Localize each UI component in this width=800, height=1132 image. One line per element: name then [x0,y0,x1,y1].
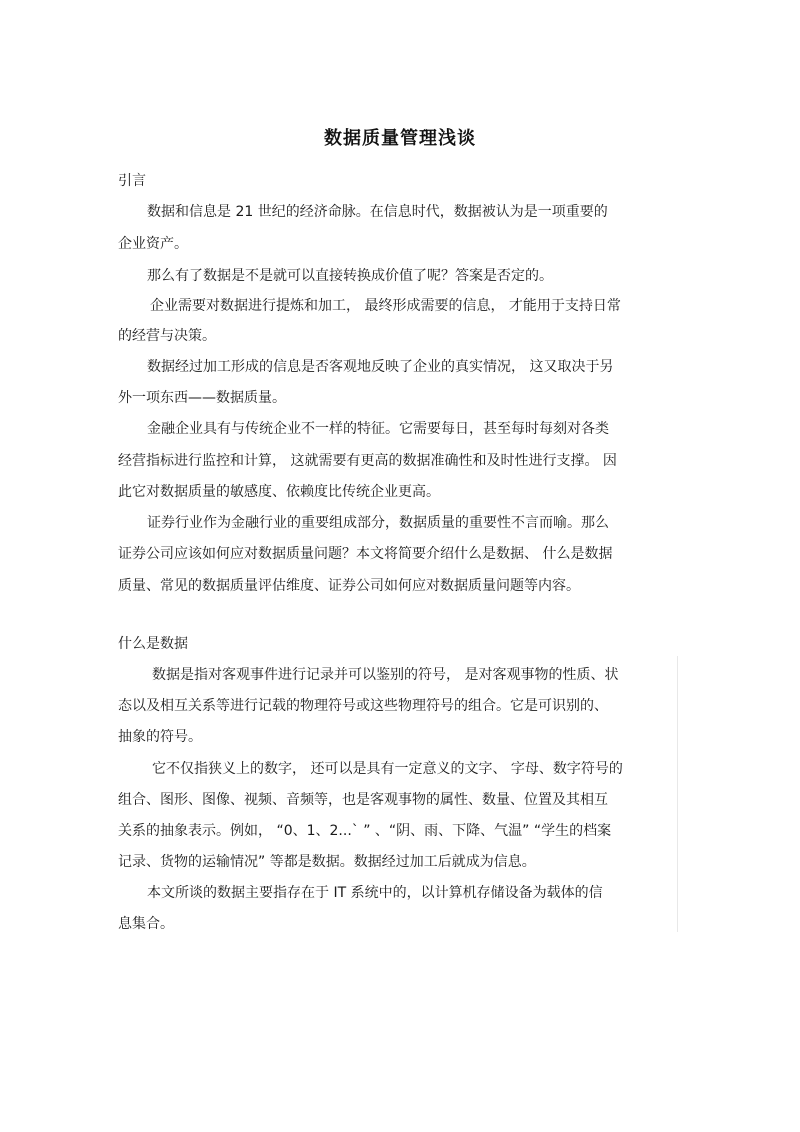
intro-line: 经营指标进行监控和计算， 这就需要有更高的数据准确性和及时性进行支撑。 因 [118,453,617,469]
intro-line: 外一项东西——数据质量。 [118,390,286,406]
section-line: 记录、货物的运输情况” 等都是数据。数据经过加工后就成为信息。 [118,854,536,870]
margin-rule [677,656,678,932]
intro-line: 数据和信息是 21 世纪的经济命脉。在信息时代，数据被认为是一项重要的 [147,204,608,220]
section-line: 抽象的符号。 [118,729,202,745]
section-line: 关系的抽象表示。例如， “0、1、2...` ” 、“阴、雨、下降、气温” “学生的档案 [118,823,612,839]
section-line: 它不仅指狭义上的数字， 还可以是具有一定意义的文字、 字母、数字符号的 [152,761,623,777]
section-line: 组合、图形、图像、视频、音频等，也是客观事物的属性、数量、位置及其相互 [118,792,608,808]
intro-line: 的经营与决策。 [118,328,216,344]
section-heading: 什么是数据 [118,636,188,652]
section-line: 息集合。 [118,916,174,932]
intro-line: 金融企业具有与传统企业不一样的特征。它需要每日，甚至每时每刻对各类 [147,421,609,437]
intro-heading: 引言 [118,173,146,189]
intro-line: 质量、常见的数据质量评估维度、证券公司如何应对数据质量问题等内容。 [118,578,580,594]
intro-line: 此它对数据质量的敏感度、依赖度比传统企业更高。 [118,484,440,500]
intro-line: 数据经过加工形成的信息是否客观地反映了企业的真实情况， 这又取决于另 [147,359,614,375]
section-line: 数据是指对客观事件进行记录并可以鉴别的符号， 是对客观事物的性质、状 [152,667,619,683]
intro-line: 证券行业作为金融行业的重要组成部分，数据质量的重要性不言而喻。那么 [147,515,609,531]
intro-line: 那么有了数据是不是就可以直接转换成价值了呢？答案是否定的。 [147,268,553,284]
section-line: 态以及相互关系等进行记载的物理符号或这些物理符号的组合。它是可识别的、 [118,698,608,714]
intro-line: 证券公司应该如何应对数据质量问题？本文将简要介绍什么是数据、 什么是数据 [118,546,613,562]
intro-line: 企业资产。 [118,236,188,252]
section-line: 本文所谈的数据主要指存在于 IT 系统中的，以计算机存储设备为载体的信 [147,885,603,901]
intro-line: 企业需要对数据进行提炼和加工， 最终形成需要的信息， 才能用于支持日常 [150,298,621,314]
document-title: 数据质量管理浅谈 [324,128,476,149]
